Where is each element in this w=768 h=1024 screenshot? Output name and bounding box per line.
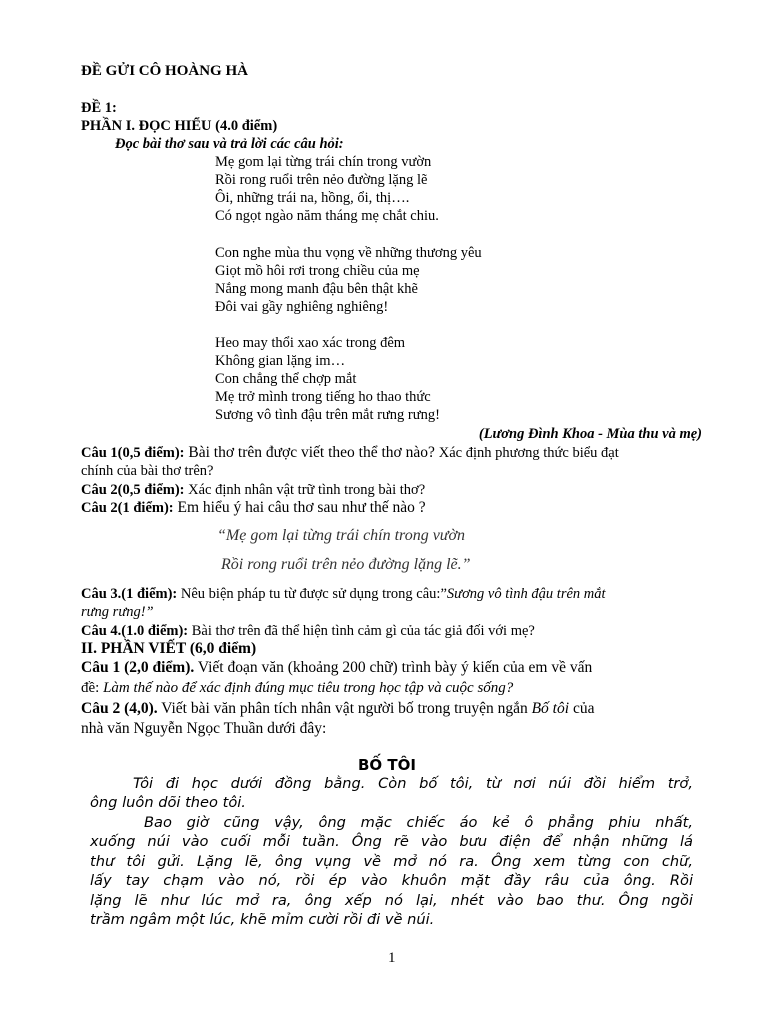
story-line: trầm ngâm một lúc, khẽ mỉm cười rồi đi về núi. xyxy=(90,911,435,928)
writing-question-2-text: Viết bài văn phân tích nhân vật người bố trong truyện ngắn xyxy=(157,700,532,717)
poem-line: Sương vô tình đậu trên mắt rưng rưng! xyxy=(215,407,440,423)
story-line: thư tôi gửi. Lặng lẽ, ông vụng về mở nó ra. Ông xem từng con chữ, xyxy=(90,853,693,870)
question-3-quote: Sương vô tình đậu trên mắt xyxy=(446,586,606,602)
exam-label: ĐỀ 1: xyxy=(81,100,117,116)
part1-heading: PHẦN I. ĐỌC HIỂU (4.0 điểm) xyxy=(81,118,278,134)
writing-question-1 xyxy=(81,659,592,677)
poem-line: Không gian lặng im… xyxy=(215,353,346,369)
question-2-text: Xác định nhân vật trữ tình trong bài thơ? xyxy=(184,482,426,498)
quote-line-1: “Mẹ gom lại từng trái chín trong vườn xyxy=(217,527,466,544)
question-4 xyxy=(81,622,535,640)
page-number: 1 xyxy=(388,950,396,966)
poem-line: Đôi vai gầy nghiêng nghiêng! xyxy=(215,299,389,315)
document-title: ĐỀ GỬI CÔ HOÀNG HÀ xyxy=(81,63,248,79)
poem-line: Giọt mồ hôi rơi trong chiều của mẹ xyxy=(215,263,420,279)
writing-question-2-title: Bố tôi xyxy=(531,700,570,717)
question-1-text-b: Xác định phương thức biểu đạt xyxy=(438,445,619,461)
poem-line: Rồi rong ruổi trên nẻo đường lặng lẽ xyxy=(215,172,428,188)
story-line: xuống núi vào cuối mỗi tuần. Ông rẽ vào bưu điện để nhận những lá xyxy=(90,833,693,850)
story-line: lấy tay chạm vào nó, rồi ép vào khuôn mặt đầy râu của ông. Rồi xyxy=(90,872,693,889)
question-1 xyxy=(81,444,619,462)
writing-question-1-continuation xyxy=(81,679,513,697)
question-2b xyxy=(81,499,426,517)
question-1-continuation: chính của bài thơ trên? xyxy=(81,463,214,479)
story-line: lặng lẽ như lúc mở ra, ông xếp nó lại, nhét vào bao thư. Ông ngồi xyxy=(90,892,693,909)
poem-line: Con nghe mùa thu vọng về những thương yêu xyxy=(215,245,482,261)
poem-line: Mẹ gom lại từng trái chín trong vườn xyxy=(215,154,432,170)
poem-line: Heo may thổi xao xác trong đêm xyxy=(215,335,406,351)
quote-line-2: Rồi rong ruổi trên nẻo đường lặng lẽ.” xyxy=(221,556,471,573)
poem-source: (Lương Đình Khoa - Mùa thu và mẹ) xyxy=(478,426,702,442)
question-2b-label: Câu 2(1 điểm): xyxy=(81,500,174,516)
story-line: Bao giờ cũng vậy, ông mặc chiếc áo kẻ ô phẳng phiu nhất, xyxy=(144,814,693,831)
poem-line: Ôi, những trái na, hồng, ổi, thị…. xyxy=(215,190,410,206)
writing-question-1-text: Viết đoạn văn (khoảng 200 chữ) trình bày ý kiến của em về vấn xyxy=(194,659,593,676)
writing-question-2 xyxy=(81,700,594,718)
question-1-label: Câu 1(0,5 điểm): xyxy=(81,445,185,461)
question-4-label: Câu 4.(1.0 điểm): xyxy=(81,623,189,639)
question-1-text: Bài thơ trên được viết theo thể thơ nào? xyxy=(184,444,439,461)
writing-question-2-continuation: nhà văn Nguyễn Ngọc Thuần dưới đây: xyxy=(81,720,327,737)
writing-question-2-label: Câu 2 (4,0). xyxy=(81,700,158,717)
question-2 xyxy=(81,481,425,499)
question-3-text: Nêu biện pháp tu từ được sử dụng trong câu:” xyxy=(177,586,447,602)
writing-question-1-prefix: đề: xyxy=(81,680,104,696)
poem-line: Nắng mong manh đậu bên thật khẽ xyxy=(215,281,418,297)
question-3-continuation: rưng rưng!” xyxy=(81,604,154,620)
question-3-label: Câu 3.(1 điểm): xyxy=(81,586,178,602)
writing-question-2-text-b: của xyxy=(569,700,595,717)
poem-line: Mẹ trở mình trong tiếng ho thao thức xyxy=(215,389,431,405)
question-2b-text: Em hiểu ý hai câu thơ sau như thế nào ? xyxy=(173,499,426,516)
question-2-label: Câu 2(0,5 điểm): xyxy=(81,482,185,498)
question-4-text: Bài thơ trên đã thể hiện tình cảm gì của tác giả đối với mẹ? xyxy=(188,623,535,639)
story-title: BỐ TÔI xyxy=(358,756,416,774)
reading-instruction: Đọc bài thơ sau và trả lời các câu hỏi: xyxy=(115,136,344,152)
writing-question-1-label: Câu 1 (2,0 điểm). xyxy=(81,659,195,676)
question-3 xyxy=(81,585,606,603)
writing-question-1-topic: Làm thế nào để xác định đúng mục tiêu trong học tập và cuộc sống? xyxy=(103,680,514,696)
story-line: ông luôn dõi theo tôi. xyxy=(90,794,246,811)
part2-heading: II. PHẦN VIẾT (6,0 điểm) xyxy=(81,640,257,657)
story-line: Tôi đi học dưới đồng bằng. Còn bố tôi, từ nơi núi đồi hiểm trở, xyxy=(133,775,693,792)
poem-line: Con chẳng thể chợp mắt xyxy=(215,371,357,387)
poem-line: Có ngọt ngào năm tháng mẹ chắt chiu. xyxy=(215,208,439,224)
